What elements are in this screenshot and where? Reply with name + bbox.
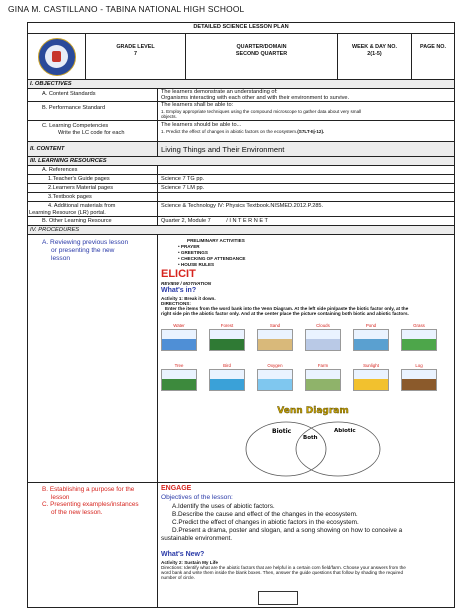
word-bank-label: Pond [365,323,377,328]
prelim-item-prayer: • PRAYER [178,244,200,249]
directions-line2: right side pin the abiotic factor only. And at the center place the picture containing both biotic and abiotic factors. [161,311,409,316]
procedures-heading-row [28,226,454,235]
procedures-heading: IV. PROCEDURES [30,227,80,233]
elicit-heading: ELICIT [161,268,196,280]
content-standards-label: A. Content Standards [42,91,96,97]
whats-new-heading: What's New? [161,551,205,558]
content-heading: II. CONTENT [30,146,65,152]
performance-standard-label: B. Performance Standard [42,105,106,111]
table-title-row [28,23,454,34]
word-bank-label: Grass [413,323,425,328]
prelim-heading: PRELIMINARY ACTIVITIES [187,238,245,243]
performance-line2: 1. Employ appropriate techniques using the compound microscope to gather data about very small [161,109,362,114]
grade-value: 7 [134,51,137,57]
word-bank-picture[interactable] [209,329,245,351]
procedure-a-row [28,235,454,483]
quarter-cell [186,34,338,79]
procedure-a-label-2: or presenting the new [51,247,115,254]
word-bank-label: Oxygen [267,363,283,368]
word-bank-picture[interactable] [305,329,341,351]
resources-heading: III. LEARNING RESOURCES [30,158,107,164]
additional-materials-row [28,202,454,217]
week-label: WEEK & DAY NO. [352,44,397,50]
procedure-b-label-2: lesson [51,493,70,501]
bullet-icon: • [178,244,181,249]
objectives-title: Objectives of the lesson: [161,494,233,501]
bullet-icon: • [178,250,181,255]
prelim-item-attendance: • CHECKING OF ATTENDANCE [178,256,246,261]
content-standards-row [28,89,454,102]
directions2-line3: number of circle. [161,575,195,580]
word-bank-label: Clouds [316,323,330,328]
directions2-line2: word bank and write them inside the blank boxes. Then, answer the guide questions that follow by shading the required [161,570,404,575]
word-bank-label: Tree [174,363,184,368]
objectives-heading-row [28,80,454,89]
resources-heading-row [28,157,454,166]
objective-d-line1: D.Present a drama, poster and slogan, and a song showing on how to conceive a [172,527,403,534]
deped-seal-icon [38,38,76,76]
other-resource-row [28,217,454,226]
week-value: 2(1-5) [367,51,382,57]
bullet-icon: • [178,262,181,267]
tg-row [28,175,454,184]
engage-heading: ENGAGE [161,485,192,492]
competencies-label: C. Learning Competencies [42,123,109,129]
competency-line2: 1. Predict the effect of changes in abiotic factors on the ecosystem. [161,129,298,134]
week-cell [338,34,412,79]
page-cell [412,34,454,79]
tg-label: 1.Teacher's Guide pages [48,176,110,182]
competency-code: (S7LT-IIj-12). [297,129,325,134]
objective-a: A.Identify the uses of abiotic factors. [172,503,275,510]
procedure-bc-row [28,483,454,608]
whats-in-heading: What's in? [161,287,197,294]
venn-diagram [238,405,388,479]
word-bank-picture[interactable] [257,369,293,391]
content-row [28,142,454,157]
venn-title: Venn Diagram [277,406,349,416]
word-bank-label: Forest [220,323,234,328]
references-row [28,166,454,175]
word-bank-picture[interactable] [209,369,245,391]
word-bank-label: Log [415,363,423,368]
textbook-label: 3.Textbook pages [48,194,92,200]
word-bank-picture[interactable] [161,369,197,391]
table-title: DETAILED SCIENCE LESSON PLAN [193,24,289,30]
procedure-c-label-1: C. Presenting examples/instances [42,501,139,509]
activity2-title: Activity 2: Sustain My Life [161,560,218,565]
prelim-item-rules: • HOUSE RULES [178,262,215,267]
review-motivation: REVIEW / MOTIVATION [161,281,212,286]
references-label: A. References [42,167,78,173]
word-bank-label: Bird [223,363,231,368]
venn-abiotic-label: Abiotic [334,428,356,434]
lm-value: Science 7 LM pp. [161,185,205,191]
performance-line1: The learners shall be able to: [161,102,234,108]
lm-label: 2.Learners Material pages [48,185,113,191]
word-bank-picture[interactable] [257,329,293,351]
grade-label: GRADE LEVEL [116,44,155,50]
page-header-name: GINA M. CASTILLANO - TABINA NATIONAL HIGH SCHOOL [8,4,245,14]
additional-label-1: 4. Additional materials from [48,203,116,209]
procedure-a-label-1: A. Reviewing previous lesson [42,239,129,246]
word-bank-label: Sunlight [363,363,379,368]
competency-line1: The learners should be able to... [161,122,242,128]
activity1-title: Activity 1: Break it down. [161,296,216,301]
content-standards-line2: Organisms interacting with each other and with their environment to survive. [161,95,350,101]
content-standards-line1: The learners demonstrate an understanding of: [161,89,278,95]
other-resource-value: Quarter 2, Module 7 / I N T E R N E T [161,218,268,224]
directions-label: DIRECTIONS: [161,301,191,306]
bullet-icon: • [178,256,181,261]
tg-value: Science 7 TG pp. [161,176,205,182]
textbook-row [28,193,454,202]
word-bank-picture[interactable] [353,369,389,391]
objective-b: B.Describe the cause and effect of the changes in the ecosystem. [172,511,358,518]
logo-cell [28,34,86,79]
performance-standard-row [28,102,454,121]
quarter-label: QUARTER/DOMAIN [236,44,287,50]
page-label: PAGE NO. [420,44,446,50]
word-bank-picture[interactable] [305,369,341,391]
quarter-value: SECOND QUARTER [235,51,288,57]
performance-line3: objects. [161,114,177,119]
directions-line1: Enter the items from the word bank into the Venn Diagram. At the left side pin/paste the biotic factor only, at the [165,306,409,311]
meta-row [28,34,454,80]
objectives-heading: I. OBJECTIVES [30,81,72,87]
procedure-a-label-3: lesson [51,255,71,262]
content-value: Living Things and Their Environment [161,145,285,154]
procedure-c-label-2: of the new lesson. [51,508,103,516]
word-bank-label: Water [173,323,185,328]
other-resource-label: B. Other Learning Resource [42,218,112,224]
competencies-code-note: Write the LC code for each [58,130,125,136]
prelim-item-greetings: • GREETINGS [178,250,208,255]
word-bank-picture[interactable] [401,369,437,391]
additional-label-2: Learning Resource (LR) portal. [29,210,106,216]
directions2-line1: Directions: Identify what are the abiotic factors that are helpful in a certain corn field/farm. Choose your answers from the [161,565,406,570]
procedure-b-label-1: B. Establishing a purpose for the [42,486,135,493]
lm-row [28,184,454,193]
venn-biotic-label: Biotic [272,428,292,435]
objective-c: C.Predict the effect of changes in abiotic factors in the ecosystem. [172,519,359,526]
word-bank-label: Farm [317,363,329,368]
lesson-plan-table [27,22,455,608]
word-bank-picture[interactable] [401,329,437,351]
additional-value: Science & Technology IV: Physics Textbook.NISMED.2012.P.285. [161,203,324,209]
grade-cell [86,34,186,79]
word-bank-label: Sand [269,323,281,328]
venn-both-label: Both [303,435,318,441]
competencies-row [28,121,454,142]
word-bank-picture[interactable] [161,329,197,351]
answer-box-1[interactable] [258,591,298,605]
word-bank-picture[interactable] [353,329,389,351]
objective-d-line2: sustainable environment. [161,535,233,542]
